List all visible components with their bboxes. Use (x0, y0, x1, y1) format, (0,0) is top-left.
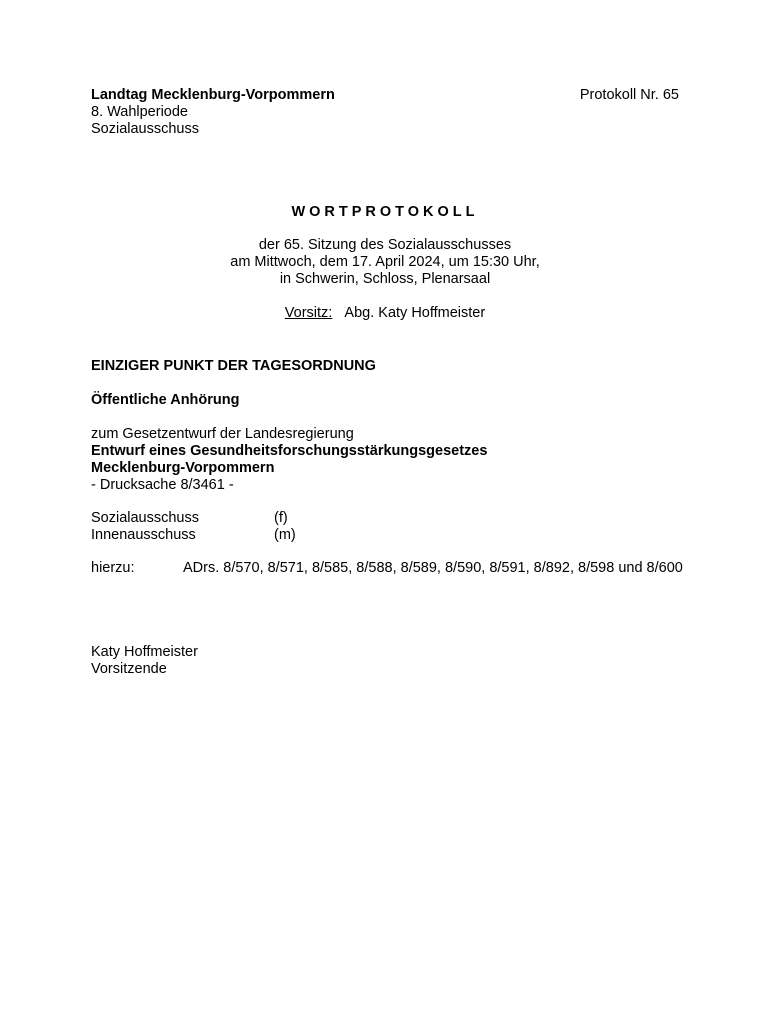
bill-title-line-2: Mecklenburg-Vorpommern (91, 460, 275, 476)
bill-title-line-1: Entwurf eines Gesundheitsforschungsstärkungsgesetzes (91, 443, 488, 459)
committee-co-role: (m) (274, 527, 296, 543)
document-number: - Drucksache 8/3461 - (91, 477, 234, 493)
bill-intro: zum Gesetzentwurf der Landesregierung (91, 426, 354, 442)
document-title: WORTPROTOKOLL (291, 204, 479, 220)
chair-label: Vorsitz: (284, 305, 333, 321)
signatory-name: Katy Hoffmeister (91, 644, 198, 660)
chair-line (0, 305, 770, 322)
agenda-subheading: Öffentliche Anhörung (91, 392, 240, 408)
related-label: hierzu: (91, 560, 135, 576)
agenda-heading: EINZIGER PUNKT DER TAGESORDNUNG (91, 358, 376, 374)
committee-lead-name: Sozialausschuss (91, 510, 199, 526)
committee-co-name: Innenausschuss (91, 527, 196, 543)
session-line-1: der 65. Sitzung des Sozialausschusses (258, 237, 512, 253)
related-documents: ADrs. 8/570, 8/571, 8/585, 8/588, 8/589, 8/590, 8/591, 8/892, 8/598 und 8/600 (183, 560, 683, 576)
signatory-role: Vorsitzende (91, 661, 167, 677)
electoral-period: 8. Wahlperiode (91, 104, 188, 120)
parliament-name: Landtag Mecklenburg-Vorpommern (91, 87, 335, 103)
committee-lead-role: (f) (274, 510, 288, 526)
session-line-2: am Mittwoch, dem 17. April 2024, um 15:30 Uhr, (230, 254, 540, 270)
protocol-number: Protokoll Nr. 65 (579, 87, 679, 103)
chair-name: Abg. Katy Hoffmeister (344, 305, 486, 321)
session-line-3: in Schwerin, Schloss, Plenarsaal (279, 271, 491, 287)
committee-name: Sozialausschuss (91, 121, 199, 137)
